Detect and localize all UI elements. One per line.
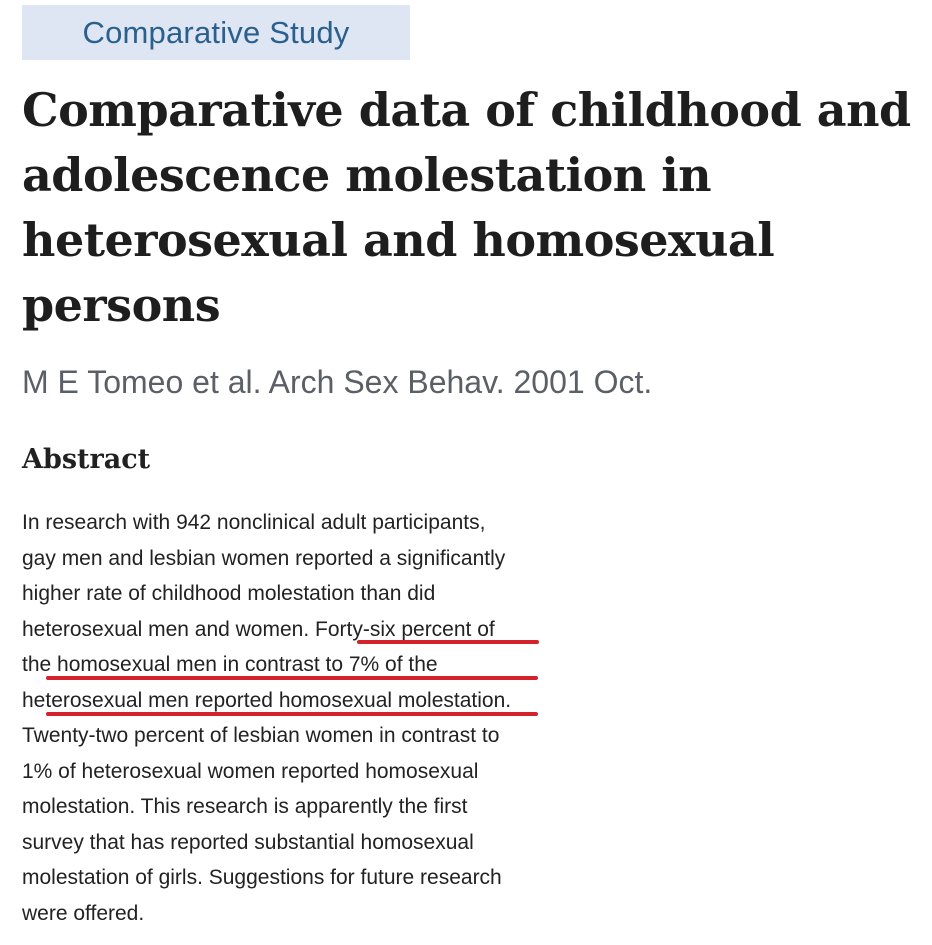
red-underline-annotation [357, 640, 539, 644]
article-title-line-3: heterosexual and homosexual [22, 213, 775, 267]
abstract-line: In research with 942 nonclinical adult participants, [22, 511, 486, 534]
article-title-line-2: adolescence molestation in [22, 148, 712, 202]
abstract-line: Twenty-two percent of lesbian women in contrast to [22, 724, 500, 747]
abstract-line: survey that has reported substantial homosexual [22, 830, 474, 854]
abstract-heading: Abstract [22, 444, 151, 475]
abstract-line: molestation. This research is apparently the first [22, 795, 468, 818]
abstract-line: the homosexual men in contrast to 7% of the [22, 653, 438, 676]
citation-date: 2001 Oct. [513, 364, 653, 400]
red-underline-annotation [46, 712, 538, 716]
abstract-text [22, 505, 622, 931]
abstract-line: heterosexual men reported homosexual molestation. [22, 688, 512, 712]
abstract-line: were offered. [22, 901, 145, 925]
abstract-line: heterosexual men and women. Forty-six percent of [22, 617, 495, 641]
article-title-line-1: Comparative data of childhood and [22, 83, 911, 137]
citation-journal[interactable]: Arch Sex Behav. [268, 364, 505, 400]
publication-type-badge[interactable] [22, 5, 410, 60]
citation-authors[interactable]: M E Tomeo et al. [22, 364, 262, 400]
abstract-line: 1% of heterosexual women reported homosexual [22, 759, 479, 783]
article-title-line-4: persons [22, 278, 221, 332]
article-citation [22, 360, 652, 404]
abstract-line: molestation of girls. Suggestions for future research [22, 866, 502, 889]
abstract-line: higher rate of childhood molestation than did [22, 582, 436, 605]
publication-type-label: Comparative Study [82, 14, 350, 50]
abstract-line: gay men and lesbian women reported a significantly [22, 546, 506, 570]
article-title [22, 78, 912, 338]
red-underline-annotation [46, 676, 538, 680]
